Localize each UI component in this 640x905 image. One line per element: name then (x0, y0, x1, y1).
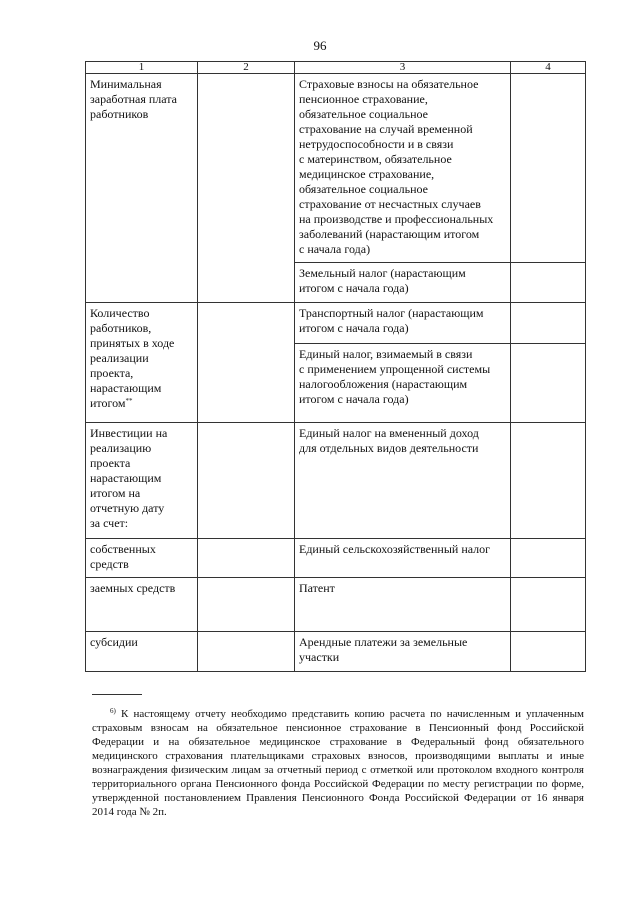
report-table (85, 61, 586, 672)
footnote (92, 707, 584, 819)
table-row (86, 632, 586, 672)
table-row (86, 423, 586, 539)
investments-label: Инвестиции на реализацию проекта нарастающим итогом на отчетную дату за счет: (86, 423, 198, 539)
imputed-tax-value-cell (511, 423, 586, 539)
patent-value-cell (511, 578, 586, 632)
simplified-tax-label: Единый налог, взимаемый в связи с применением упрощенной системы налогообложения (нарастающим итогом с начала года) (295, 344, 511, 423)
borrowed-funds-label: заемных средств (86, 578, 198, 632)
table-row (86, 539, 586, 578)
employees-value-cell (198, 303, 295, 423)
agri-tax-value-cell (511, 539, 586, 578)
employees-label: Количество работников, принятых в ходе реализации проекта, нарастающим итогом** (86, 303, 198, 423)
own-funds-label: собственных средств (86, 539, 198, 578)
investments-value-cell (198, 423, 295, 539)
table-header-row (86, 62, 586, 74)
table-row (86, 303, 586, 344)
page-number: 96 (313, 38, 327, 53)
footnote-text: К настоящему отчету необходимо представить копию расчета по начисленным и уплаченным страховым взносам на обязательное пенсионное страхование в Пенсионный фонд Российской Федерации и на обязательное медицинское страхование в Федеральный фонд обязательного медицинского страхования плательщиками страховых взносов, производящими выплаты и иные вознаграждения физическим лицам за отчетный период с отметкой или протоколом входного контроля территориального органа Пенсионного фонда Российской Федерации по месту регистрации по форме, утвержденной постановлением Правления Пенсионного Фонда Российской Федерации от 16 января 2014 года № 2п. (92, 708, 585, 818)
patent-label: Патент (295, 578, 511, 632)
footnote-mark: ** (125, 397, 133, 405)
subsidies-value-cell (198, 632, 295, 672)
simplified-tax-value-cell (511, 344, 586, 423)
own-funds-value-cell (198, 539, 295, 578)
insurance-label: Страховые взносы на обязательное пенсионное страхование, обязательное социальное страхование на случай временной нетрудоспособности и в связи с материнством, обязательное медицинское страхование, обязательное социальное страхование от несчастных случаев на производстве и профессиональных заболеваний (нарастающим итогом с начала года) (295, 74, 511, 263)
column-header-2: 2 (198, 62, 295, 74)
land-tax-label: Земельный налог (нарастающим итогом с начала года) (295, 263, 511, 303)
land-rent-value-cell (511, 632, 586, 672)
insurance-value-cell (511, 74, 586, 263)
table-row (86, 74, 586, 263)
land-rent-label: Арендные платежи за земельные участки (295, 632, 511, 672)
subsidies-label: субсидии (86, 632, 198, 672)
agri-tax-label: Единый сельскохозяйственный налог (295, 539, 511, 578)
transport-tax-value-cell (511, 303, 586, 344)
column-header-4: 4 (511, 62, 586, 74)
land-tax-value-cell (511, 263, 586, 303)
imputed-tax-label: Единый налог на вмененный доход для отдельных видов деятельности (295, 423, 511, 539)
footnote-divider (92, 694, 142, 695)
column-header-3: 3 (295, 62, 511, 74)
min-wage-label: Минимальная заработная плата работников (86, 74, 198, 303)
table-row (86, 578, 586, 632)
min-wage-value-cell (198, 74, 295, 303)
column-header-1: 1 (86, 62, 198, 74)
transport-tax-label: Транспортный налог (нарастающим итогом с начала года) (295, 303, 511, 344)
borrowed-funds-value-cell (198, 578, 295, 632)
footnote-marker: 6) (110, 707, 116, 715)
